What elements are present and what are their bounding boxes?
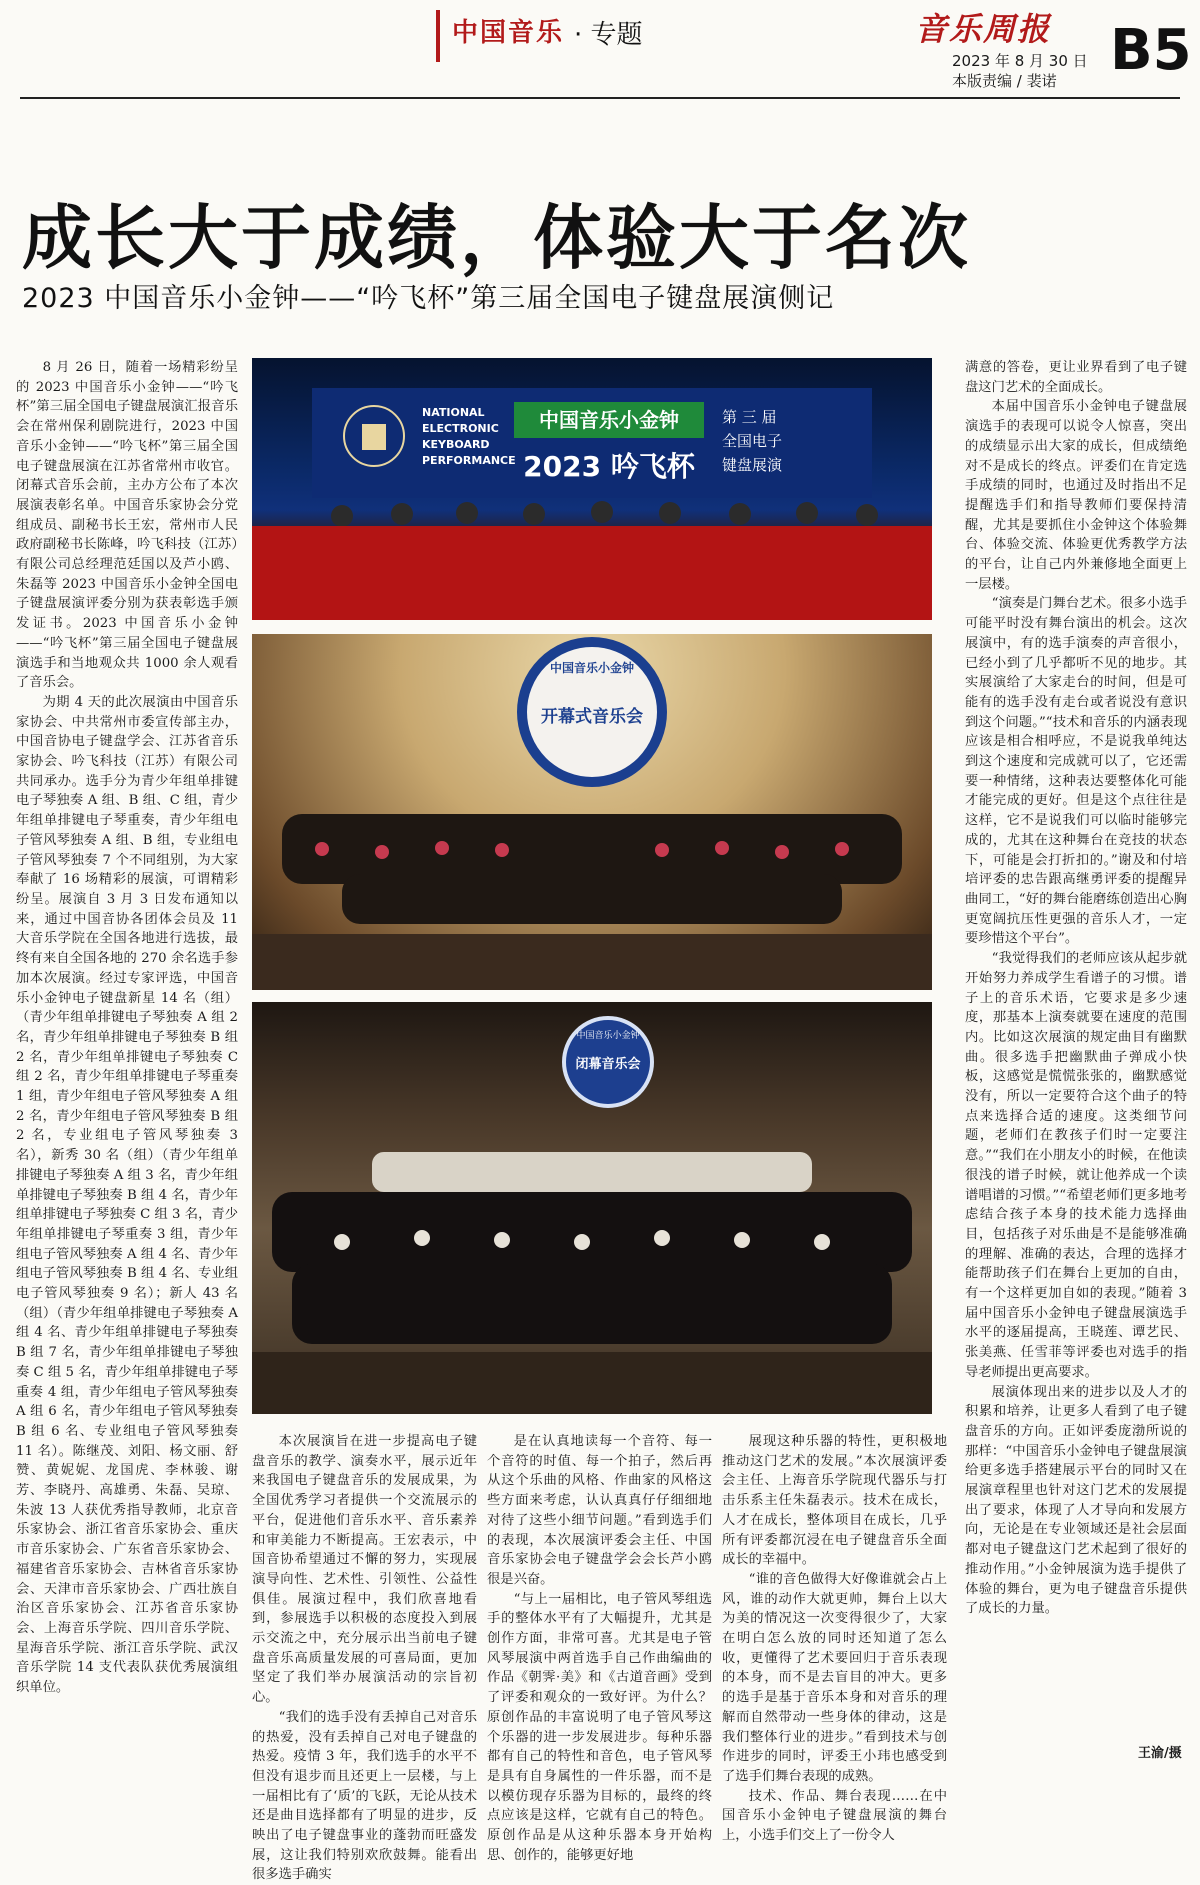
- article-column-bottom-1: [252, 1432, 477, 1883]
- article-column-bottom-3: [722, 1432, 947, 1844]
- closing-illustration: [252, 1002, 932, 1414]
- page-number: B5: [1110, 18, 1192, 83]
- bell-logo-glyph-icon: [362, 424, 386, 450]
- paragraph: 为期 4 天的此次展演由中国音乐家协会、中共常州市委宣传部主办，中国音协电子键盘学会、江苏省音乐家协会、吟飞科技（江苏）有限公司共同承办。选手分为青少年组单排键电子琴独奏 A 组、B 组、C 组，青少年组单排键电子琴重奏，青少年组电子管风琴独奏 A 组、B 组，专业组电子管风琴独奏 7 个不同组别，为大家奉献了 16 场精彩的展演，可谓精彩纷呈。展演自 3 月 3 日发布通知以来，通过中国音协各团体会员及 11 大音乐学院在全国各地进行选拔，最终有来自全国各地的 270 余名选手参加本次展演。经过专家评选，中国音乐小金钟电子键盘新星 14 名（组）（青少年组单排键电子琴独奏 A 组 2 名，青少年组单排键电子琴独奏 B 组 2 名，青少年组单排键电子琴独奏 C 组 2 名，青少年组单排键电子琴重奏 1 组，青少年组电子管风琴独奏 A 组 2 名，青少年组电子管风琴独奏 B 组 2 名，专业组电子管风琴独奏 3 名），新秀 30 名（组）（青少年组单排键电子琴独奏 A 组 3 名，青少年组单排键电子琴独奏 B 组 4 名，青少年组单排键电子琴独奏 C 组 3 名，青少年组单排键电子琴重奏 3 组，青少年组电子管风琴独奏 A 组 4 名、青少年组电子管风琴独奏 B 组 4 名、专业组电子管风琴独奏 9 名）；新人 43 名（组）（青少年组单排键电子琴独奏 A 组 4 名、青少年组单排键电子琴独奏 B 组 7 名，青少年组单排键电子琴独奏 C 组 5 名，青少年组单排键电子琴重奏 4 组，青少年组电子管风琴独奏 A 组 6 名，青少年组电子管风琴独奏 B 组 6 名、专业组电子管风琴独奏 11 名）。陈继茂、刘阳、杨文丽、舒赞、黄妮妮、龙国虎、李林骏、谢芳、李晓丹、高雄勇、朱磊、吴琼、朱波 13 人获优秀指导教师，北京音乐家协会、浙江省音乐家协会、重庆市音乐家协会、广东省音乐家协会、福建省音乐家协会、吉林省音乐家协会、天津市音乐家协会、广西壮族自治区音乐家协会、江苏省音乐家协会、上海音乐学院、四川音乐学院、星海音乐学院、浙江音乐学院、武汉音乐学院 14 支代表队获优秀展演组织单位。: [16, 694, 238, 1696]
- article-column-left: [16, 358, 238, 1756]
- stage-illustration: [252, 358, 932, 620]
- banner-en-line: ELECTRONIC: [422, 422, 499, 435]
- back-rows: [372, 1152, 812, 1192]
- paragraph: “演奏是门舞台艺术。很多小选手可能平时没有舞台演出的机会。这次展演中，有的选手演奏的声音很小，已经小到了几乎都听不见的地步。其实展演给了大家走台的时间，但是可能有的选手没有走台或者说没有意识到这个问题。”“技术和音乐的内涵表现应该是相合相呼应，不是说我单纯达到这个速度和完成就可以了，它还需要一种情绪，这种表达要整体化可能才能完成的更好。但是这个点往往是这样，它不是说我们可以临时能够完成的，尤其在这种舞台在竞技的状态下，可能是会打折扣的。”谢及和付培培评委的忠告跟高继勇评委的提醒异曲同工，“好的舞台能磨练创造出心胸更宽阔抗压性更强的音乐人才，一定要珍惜这个平台”。: [965, 596, 1187, 947]
- paragraph: “与上一届相比，电子管风琴组选手的整体水平有了大幅提升，尤其是创作方面，非常可喜。尤其是电子管风琴展演中两首选手自己作曲编曲的作品《朝霁·美》和《古道音画》受到了评委和观众的一致好评。为什么？原创作品的丰富说明了电子管风琴这个乐器的进一步发展进步。每种乐器都有自己的特性和音色，电子管风琴是具有自身属性的一件乐器，而不是以模仿现存乐器为目标的，最终的终点应该是这样，它就有自己的特色。原创作品是从这种乐器本身开始构思、创作的，能够更好地: [487, 1591, 712, 1863]
- opening-illustration: [252, 634, 932, 990]
- paragraph: 满意的答卷，更让业界看到了电子键盘这门艺术的全面成长。: [965, 360, 1187, 395]
- banner-right-line: 第 三 届: [722, 408, 777, 426]
- banner-en-line: KEYBOARD: [422, 438, 490, 451]
- photo-closing-concert: [252, 1002, 932, 1414]
- paragraph: “我们的选手没有丢掉自己对音乐的热爱，没有丢掉自己对电子键盘的热爱。疫情 3 年，我们选手的水平不但没有退步而且还更上一层楼，与上一届相比有了‘质’的飞跃，无论从技术还是曲目选择都有了明显的进步，反映出了电子键盘事业的蓬勃而旺盛发展，这让我们特别欢欣鼓舞。能看出很多选手确实: [252, 1709, 477, 1883]
- photo-opening-concert: [252, 634, 932, 990]
- photo-credit: 王渝/摄: [1138, 1746, 1182, 1761]
- subheadline: 2023 中国音乐小金钟——“吟飞杯”第三届全国电子键盘展演侧记: [22, 283, 835, 314]
- masthead-rule: [20, 97, 1180, 99]
- banner-en-line: PERFORMANCE: [422, 454, 516, 467]
- sign-ring-text: 中国音乐小金钟: [549, 661, 635, 675]
- banner-title: 中国音乐小金钟: [539, 408, 679, 432]
- article-column-right: [965, 358, 1187, 1756]
- banner-right-line: 键盘展演: [722, 456, 783, 474]
- paragraph: “谁的音色做得大好像谁就会占上风，谁的动作大就更帅，舞台上以大为美的情况这一次变得很少了，大家在明白怎么放的同时还知道了怎么收，更懂得了艺术要回归于音乐表现的本身，而不是去盲目的冲大。更多的选手是基于音乐本身和对音乐的理解而自然带动一些身体的律动，这是我们整体行业的进步。”看到技术与创作进步的同时，评委王小玮也感受到了选手们舞台表现的成熟。: [722, 1571, 947, 1784]
- paragraph: 展演体现出来的进步以及人才的积累和培养，让更多人看到了电子键盘音乐的方向。正如评委庞渤所说的那样：“中国音乐小金钟电子键盘展演给更多选手搭建展示平台的同时又在展演章程里也针对这门艺术的发展提出了要求，体现了人才导向和发展方向，无论是在专业领域还是社会层面都对电子键盘这门艺术起到了很好的推动作用。”小金钟展演为选手提供了体验的舞台，更为电子键盘音乐提供了成长的力量。: [965, 1384, 1187, 1617]
- headline: 成长大于成绩，体验大于名次: [22, 197, 971, 279]
- performer-group: [272, 1192, 912, 1344]
- photo-stage-banner: [252, 358, 932, 620]
- stage-floor: [252, 1352, 932, 1414]
- sign-title: 开幕式音乐会: [541, 707, 643, 727]
- paper-name: 音乐周报: [915, 10, 1052, 48]
- performer-group: [282, 814, 902, 924]
- section-label: · 专题: [574, 20, 643, 50]
- banner-year: 2023 吟飞杯: [523, 450, 695, 483]
- paragraph: 本届中国音乐小金钟电子键盘展演选手的表现可以说令人惊喜，突出的成绩显示出大家的成长，但成绩绝对不是成长的终点。评委们在肯定选手成绩的同时，也通过及时指出不足提醒选手们和指导教师们要保持清醒，尤其是要抓住小金钟这个体验舞台、体验交流、体验更优秀教学方法的平台，让自己内外兼修地全面更上一层楼。: [965, 399, 1187, 592]
- red-tablecloth: [252, 526, 932, 620]
- paragraph: 8 月 26 日，随着一场精彩纷呈的 2023 中国音乐小金钟——“吟飞杯”第三届全国电子键盘展演汇报音乐会在常州保利剧院进行，2023 中国音乐小金钟——“吟飞杯”第三届全国电子键盘展演在江苏省常州市收官。闭幕式音乐会前，主办方公布了本次展演表彰名单。中国音乐家协会分党组成员、副秘书长王宏，常州市人民政府副秘书长陈峰，吟飞科技（江苏）有限公司总经理范廷国以及芦小鸥、朱磊等 2023 中国音乐小金钟全国电子键盘展演评委分别为获表彰选手颁发证书。2023 中国音乐小金钟——“吟飞杯”第三届全国电子键盘展演选手和当地观众共 1000 余人观看了音乐会。: [16, 360, 238, 691]
- brand-logo-text: 中国音乐: [452, 18, 565, 48]
- paragraph: 是在认真地读每一个音符、每一个音符的时值、每一个拍子，然后再从这个乐曲的风格、作曲家的风格这些方面来考虑，认认真真仔仔细细地对待了这些小细节问题。”看到选手们的表现，本次展演评委会主任、中国音乐家协会电子键盘学会会长芦小鸥很是兴奋。: [487, 1434, 712, 1587]
- paragraph: 本次展演旨在进一步提高电子键盘音乐的教学、演奏水平，展示近年来我国电子键盘音乐的发展成果，为全国优秀学习者提供一个交流展示的平台，促进他们音乐水平、音乐素养和审美能力不断提高。王宏表示，中国音协希望通过不懈的努力，实现展演导向性、艺术性、引领性、公益性俱佳。展演过程中，我们欣喜地看到，参展选手以积极的态度投入到展示交流之中，充分展示出当前电子键盘音乐高质量发展的可喜局面，更加坚定了我们举办展演活动的宗旨初心。: [252, 1434, 477, 1706]
- issue-date: 2023 年 8 月 30 日: [952, 52, 1088, 70]
- article-column-bottom-2: [487, 1432, 712, 1863]
- paragraph: 展现这种乐器的特性，更积极地推动这门艺术的发展。”本次展演评委会主任、上海音乐学院现代器乐与打击乐系主任朱磊表示。技术在成长，人才在成长，整体项目在成长，几乎所有评委都沉浸在电子键盘音乐全面成长的幸福中。: [722, 1434, 947, 1568]
- page-editor: 本版责编 / 裴诺: [952, 72, 1057, 90]
- panel-officials: [331, 501, 878, 527]
- banner-en-line: NATIONAL: [422, 406, 485, 419]
- paragraph: “我觉得我们的老师应该从起步就开始努力养成学生看谱子的习惯。谱子上的音乐术语，它要求是多少速度，那基本上演奏就要在速度的范围内。比如这次展演的规定曲目有幽默曲。很多选手把幽默曲子弹成小快板，这感觉是慌慌张张的，幽默感觉没有，所以一定要符合这个曲子的特点来选择合适的速度。这类细节问题，老师们在教孩子们时一定要注意。”“我们在小朋友小的时候，在他读很浅的谱子时候，就让他养成一个读谱唱谱的习惯。”“希望老师们更多地考虑结合孩子本身的技术能力选择曲目，包括孩子对乐曲是不是能够准确的理解、准确的表达，合理的选择才能帮助孩子们在舞台上更加的自由，有一个这样更加自如的表现。”随着 3 届中国音乐小金钟电子键盘展演选手水平的逐届提高，王晓莲、谭艺民、张美燕、任雪菲等评委也对选手的指导老师提出更高要求。: [965, 951, 1187, 1380]
- sign-title: 闭幕音乐会: [575, 1057, 641, 1072]
- paragraph: 技术、作品、舞台表现……在中国音乐小金钟电子键盘展演的舞台上，小选手们交上了一份令人: [722, 1788, 947, 1844]
- banner-right-line: 全国电子: [722, 432, 783, 450]
- stage-floor: [252, 934, 932, 990]
- masthead-accent-bar: [436, 10, 440, 62]
- masthead: [0, 0, 1200, 100]
- sign-ring-text: 中国音乐小金钟: [576, 1031, 640, 1041]
